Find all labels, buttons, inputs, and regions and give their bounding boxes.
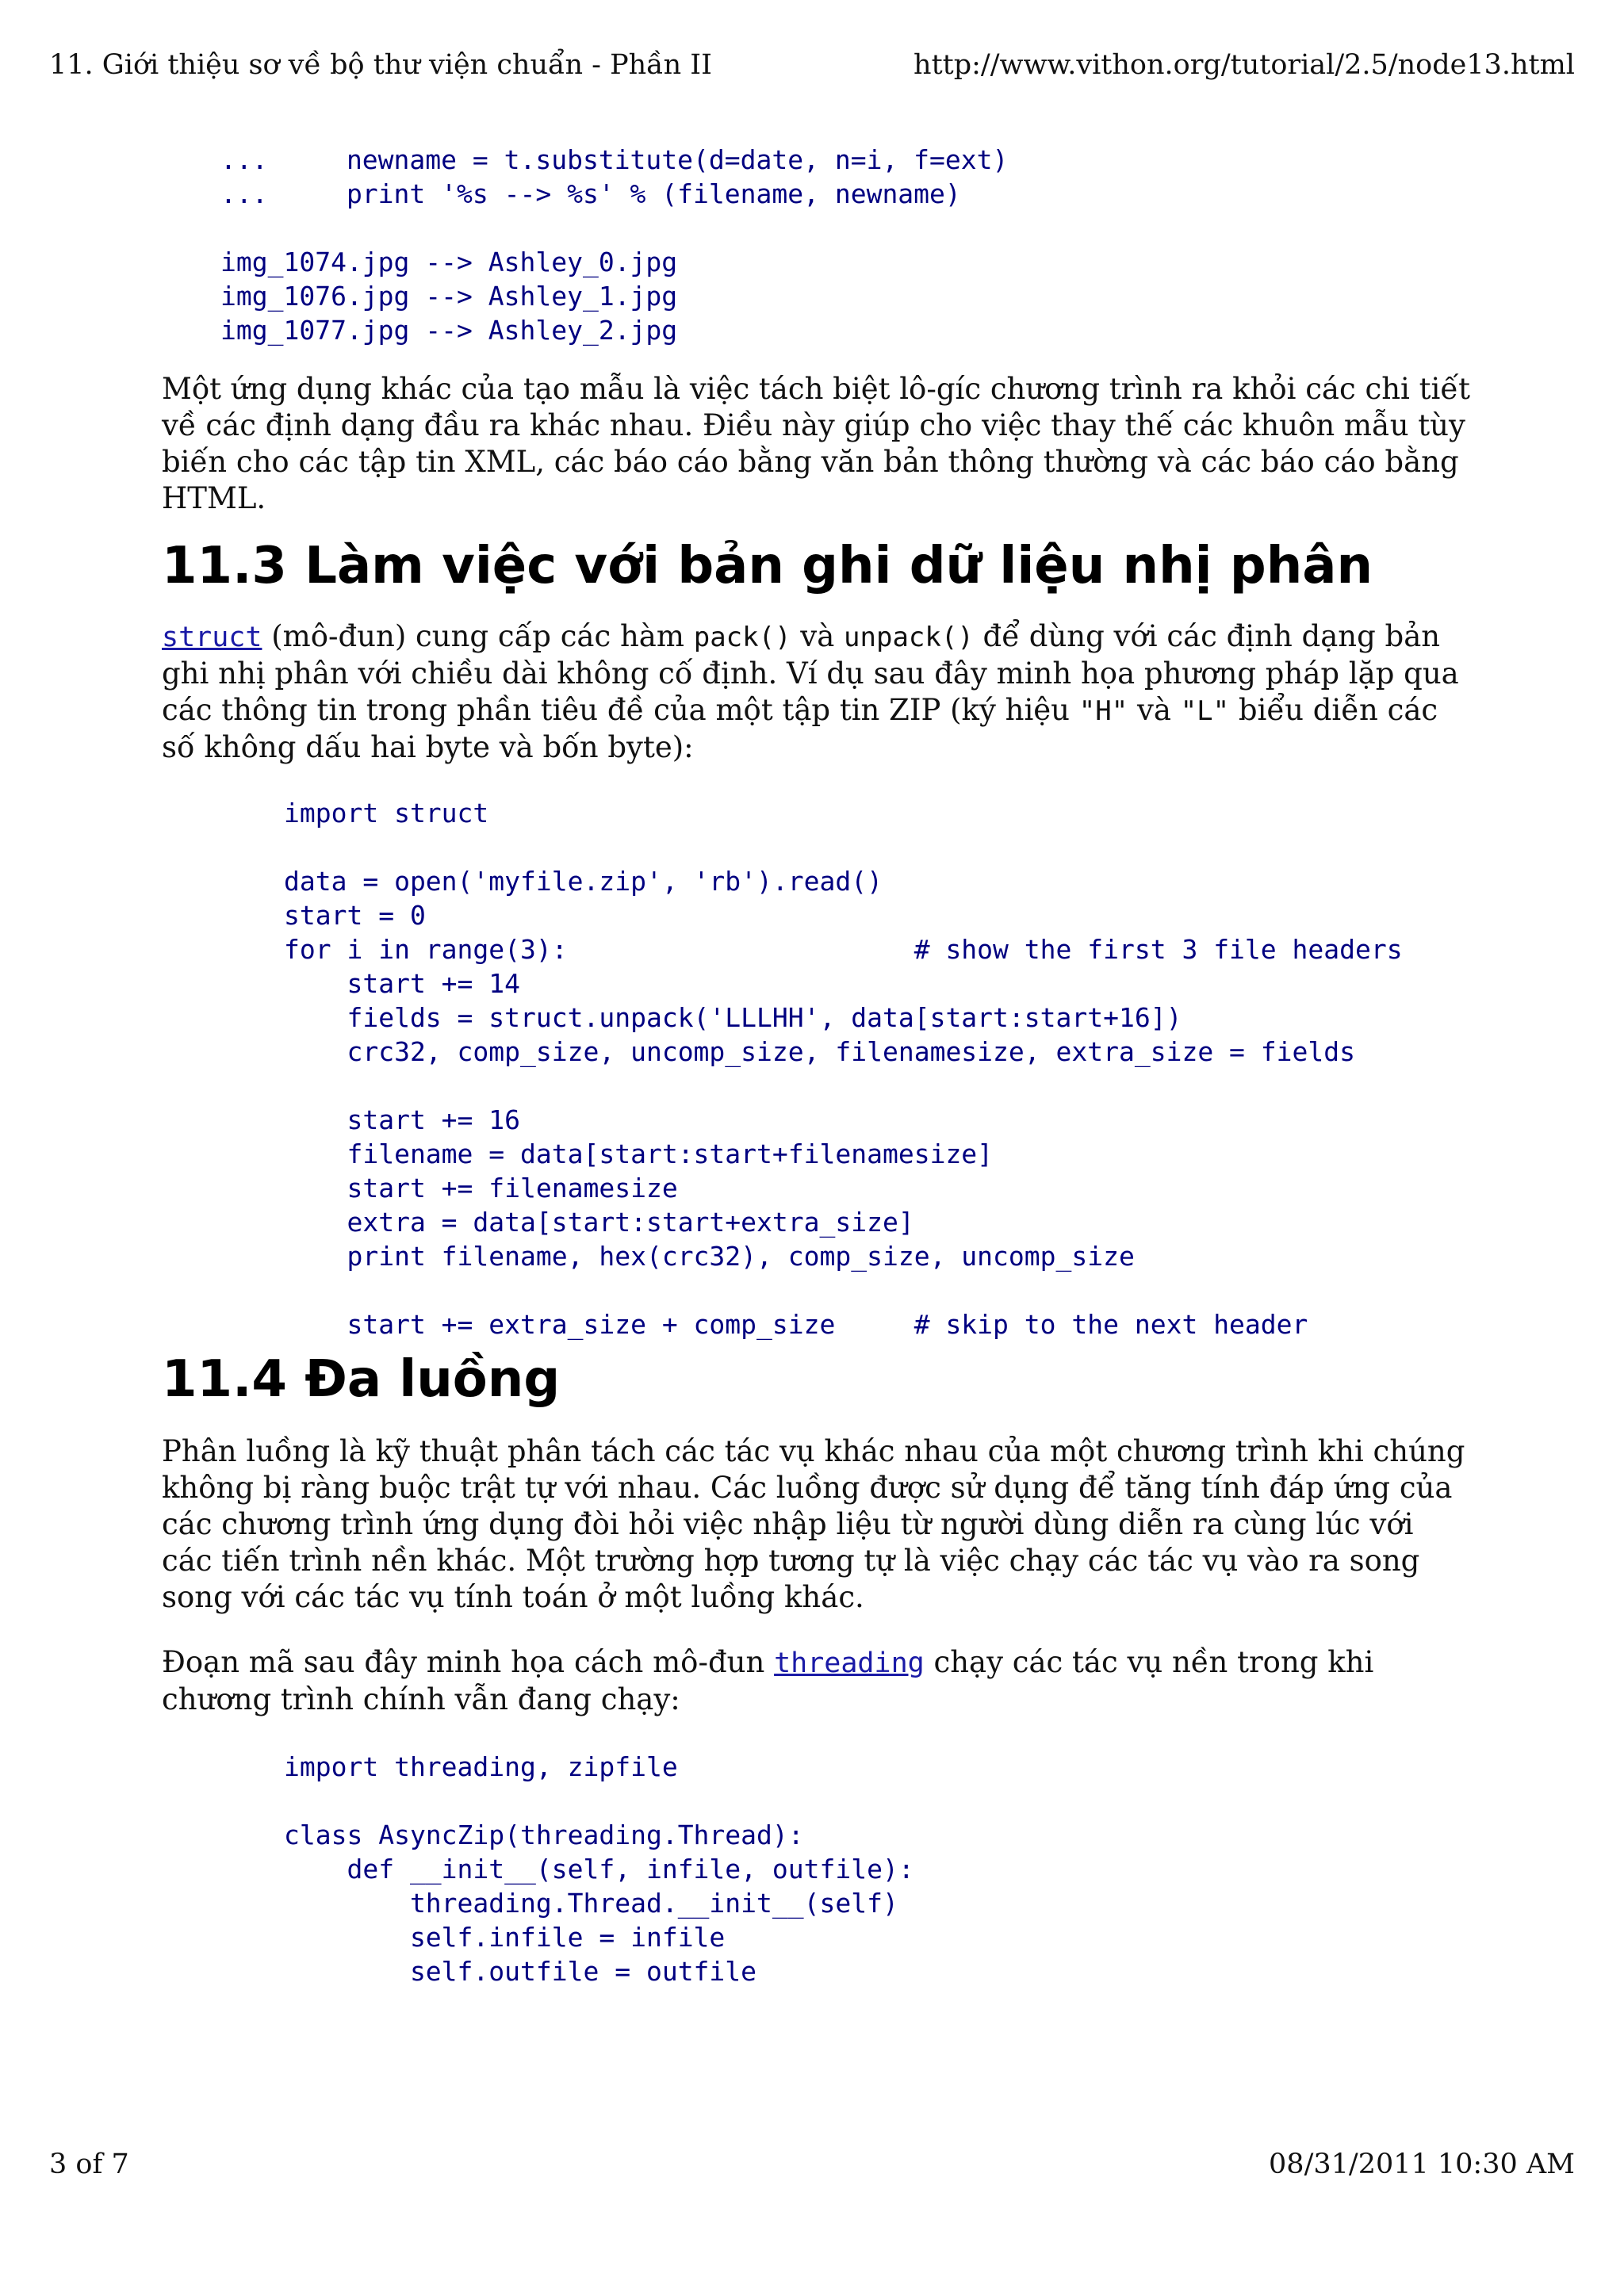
page-title: 11. Giới thiệu sơ về bộ thư viện chuẩn - Phần II	[49, 49, 712, 81]
paragraph-templates: Một ứng dụng khác của tạo mẫu là việc tách biệt lô-gíc chương trình ra khỏi các chi tiết về các định dạng đầu ra khác nhau. Điều này giúp cho việc thay thế các khuôn mẫu tùy biến cho các tập tin XML, các báo cáo bằng văn bản thông thường và các báo cáo bằng HTML.	[162, 372, 1470, 515]
print-datetime: 08/31/2011 10:30 AM	[1269, 2149, 1575, 2180]
text-span: để dùng với các định dạng bản ghi nhị phân với chiều dài không cố định. Ví dụ sau đây minh họa phương pháp lặp qua các thông tin trong phần tiêu đề của một tập tin ZIP (ký hiệu	[162, 619, 1459, 727]
paragraph-threading-intro: Phân luồng là kỹ thuật phân tách các tác vụ khác nhau của một chương trình khi chúng không bị ràng buộc trật tự với nhau. Các luồng được sử dụng để tăng tính đáp ứng của các chương trình ứng dụng đòi hỏi việc nhập liệu từ người dùng diễn ra cùng lúc với các tiến trình nền khác. Một trường hợp tương tự là việc chạy các tác vụ vào ra song song với các tác vụ tính toán ở một luồng khác.	[162, 1434, 1465, 1614]
inline-code-unpack: unpack()	[844, 622, 974, 653]
struct-module-link[interactable]: struct	[162, 622, 262, 653]
text-span: và	[1128, 693, 1181, 727]
section-heading-11-3: 11.3 Làm việc với bản ghi dữ liệu nhị phân	[162, 537, 1373, 595]
document-body	[162, 143, 1470, 1988]
text-span: biểu diễn các số không dấu hai byte và bốn byte):	[162, 693, 1438, 764]
code-example-threading: import threading, zipfile class AsyncZip(threading.Thread): def __init__(self, infile, outfile): threading.Thread.__init__(self) self.infile = infile self.outfile = outfile	[284, 1751, 914, 1987]
inline-code-h: "H"	[1078, 695, 1128, 727]
print-header	[49, 49, 1575, 81]
text-span: chạy các tác vụ nền trong khi chương trình chính vẫn đang chạy:	[162, 1645, 1374, 1716]
text-span: (mô-đun) cung cấp các hàm	[262, 619, 694, 653]
paragraph-threading-example	[162, 1644, 1470, 1718]
inline-code-pack: pack()	[693, 622, 791, 653]
code-example-struct: import struct data = open('myfile.zip', 'rb').read() start = 0 for i in range(3): # show the first 3 file headers start += 14 fields = struct.unpack('LLLHH', data[start:start+16]) crc32, comp_size, uncomp_size, filenamesize, extra_size = fields start += 16 filename = data[start:start+filenamesize] start += filenamesize extra = data[start:start+extra_size] print filename, hex(crc32), comp_size, uncomp_size start += extra_size + comp_size # skip to the next header	[284, 798, 1403, 1340]
paragraph-struct	[162, 618, 1470, 766]
code-example-template-output: ... newname = t.substitute(d=date, n=i, f=ext) ... print '%s --> %s' % (filename, newname) img_1074.jpg --> Ashley_0.jpg img_1076.jpg --> Ashley_1.jpg img_1077.jpg --> Ashley_2.jpg	[220, 144, 1009, 346]
page-url: http://www.vithon.org/tutorial/2.5/node13.html	[914, 49, 1575, 81]
text-span: và	[791, 619, 845, 653]
inline-code-l: "L"	[1180, 695, 1230, 727]
page-number: 3 of 7	[49, 2149, 129, 2180]
threading-module-link[interactable]: threading	[774, 1647, 925, 1679]
section-heading-11-4: 11.4 Đa luồng	[162, 1350, 561, 1409]
text-span: Đoạn mã sau đây minh họa cách mô-đun	[162, 1645, 775, 1679]
print-footer	[49, 2149, 1575, 2180]
